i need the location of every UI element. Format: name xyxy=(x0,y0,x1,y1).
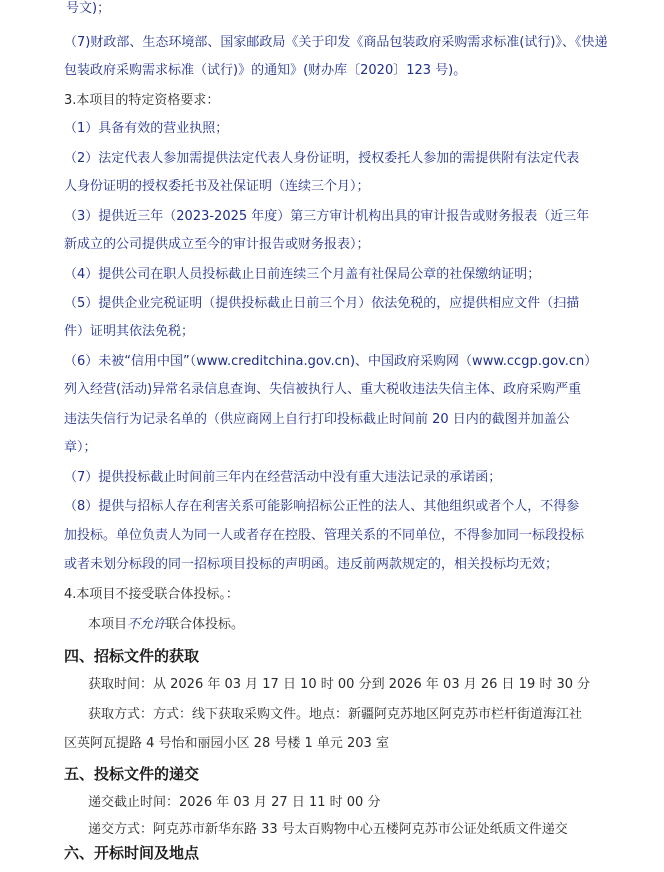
text-line: （4）提供公司在职人员投标截止日前连续三个月盖有社保局公章的社保缴纳证明； xyxy=(64,267,541,282)
acquire-time: 获取时间：从 2026 年 03 月 17 日 10 时 00 分到 2026 年 03 月 26 日 19 时 30 分 xyxy=(88,677,591,692)
text-line: 人身份证明的授权委托书及社保证明（连续三个月）； xyxy=(64,179,370,194)
text-line: 3.本项目的特定资格要求： xyxy=(64,93,220,108)
text-line: 加投标。单位负责人为同一人或者存在控股、管理关系的不同单位，不得参加同一标段投标 xyxy=(64,528,585,543)
joint-bid-line xyxy=(88,616,664,634)
text-line: 章）； xyxy=(64,440,97,455)
joint-prefix: 本项目 xyxy=(88,617,128,632)
section-heading-5: 五、投标文件的递交 xyxy=(64,765,200,783)
acquire-method: 获取方式：方式：线下获取采购文件。地点：新疆阿克苏地区阿克苏市栏杆街道海江社 xyxy=(88,707,583,722)
text-line: （5）提供企业完税证明（提供投标截止日前三个月）依法免税的，应提供相应文件（扫描 xyxy=(64,296,580,311)
text-line: 新成立的公司提供成立至今的审计报告或财务报表）； xyxy=(64,237,370,252)
text-line: 或者未划分标段的同一招标项目投标的声明函。违反前两款规定的，相关投标均无效； xyxy=(64,557,559,572)
section-heading-6: 六、开标时间及地点 xyxy=(64,844,200,862)
text-line: （7）提供投标截止时间前三年内在经营活动中没有重大违法记录的承诺函； xyxy=(64,470,502,485)
submit-deadline: 递交截止时间：2026 年 03 月 27 日 11 时 00 分 xyxy=(88,795,381,810)
text-line: （6）未被“信用中国”（www.creditchina.gov.cn)、中国政府采购网（www.ccgp.gov.cn） xyxy=(64,354,598,369)
acquire-method-cont: 区英阿瓦提路 4 号怡和丽园小区 28 号楼 1 单元 203 室 xyxy=(64,736,389,751)
text-line: （3）提供近三年（2023-2025 年度）第三方审计机构出具的审计报告或财务报表（近三年 xyxy=(64,209,590,224)
submit-method: 递交方式：阿克苏市新华东路 33 号太百购物中心五楼阿克苏市公证处纸质文件递交 xyxy=(88,822,568,837)
text-line: 列入经营(活动)异常名录信息查询、失信被执行人、重大税收违法失信主体、政府采购严重 xyxy=(64,382,582,397)
joint-suffix: 联合体投标。 xyxy=(166,617,245,632)
text-line: 4.本项目不接受联合体投标。： xyxy=(64,587,239,602)
text-line: 号文)； xyxy=(66,1,111,16)
text-line: （7)财政部、生态环境部、国家邮政局《关于印发《商品包装政府采购需求标准(试行)》、《快递 xyxy=(64,35,608,50)
text-line: （1）具备有效的营业执照； xyxy=(64,121,229,136)
text-line: 件）证明其依法免税； xyxy=(64,324,195,339)
joint-emphasis: 不允许 xyxy=(127,617,167,632)
text-line: 违法失信行为记录名单的（供应商网上自行打印投标截止时间前 20 日内的截图并加盖公 xyxy=(64,412,570,427)
text-line: （8）提供与招标人存在利害关系可能影响招标公正性的法人、其他组织或者个人，不得参 xyxy=(64,499,580,514)
text-line: （2）法定代表人参加需提供法定代表人身份证明，授权委托人参加的需提供附有法定代表 xyxy=(64,151,580,166)
section-heading-4: 四、招标文件的获取 xyxy=(64,647,200,665)
text-line: 包装政府采购需求标准（试行)》的通知》(财办库〔2020〕123 号)。 xyxy=(64,63,467,78)
